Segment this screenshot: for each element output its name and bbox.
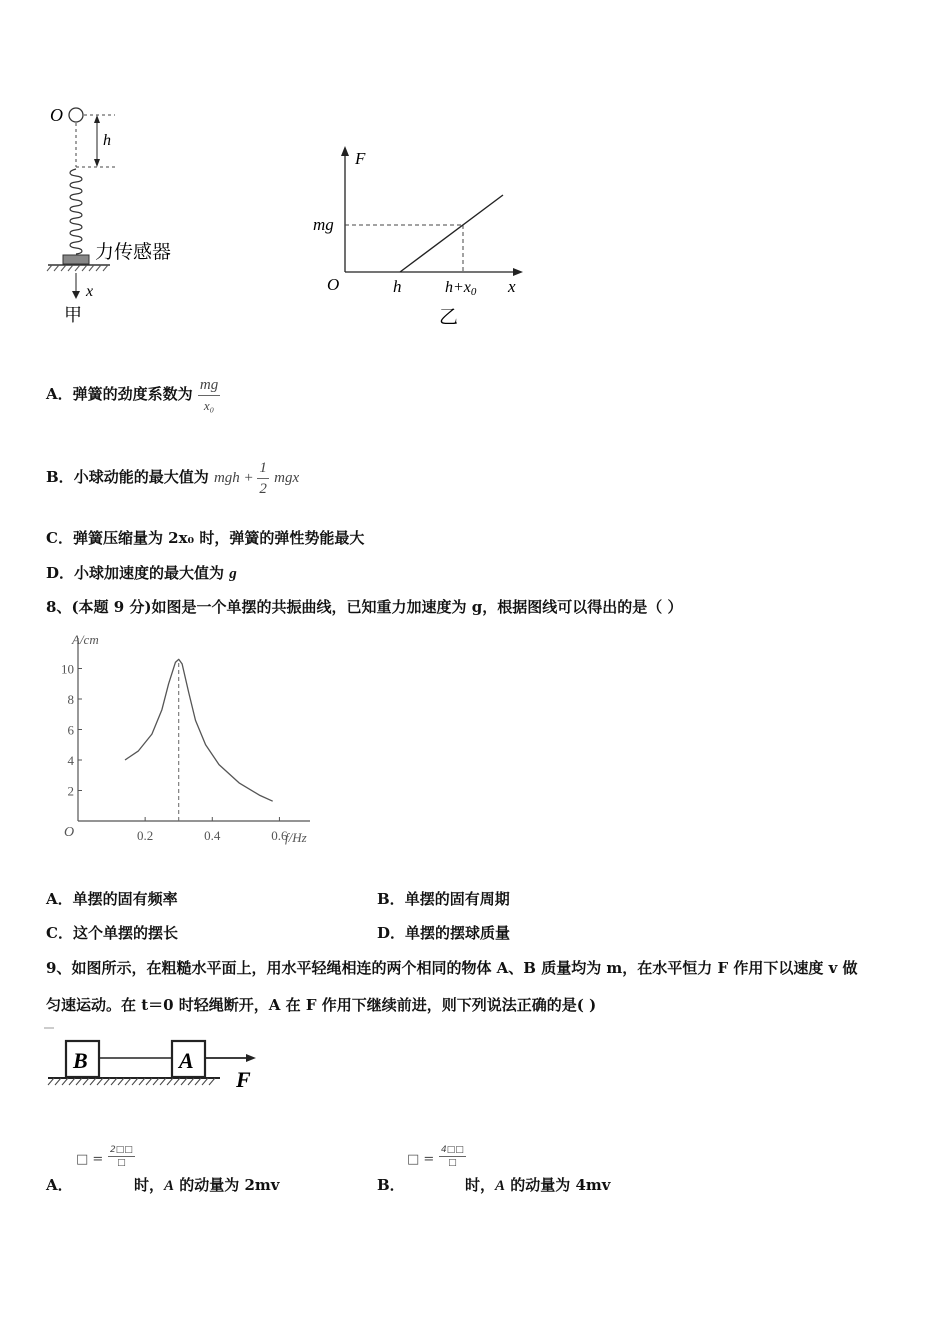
q7-option-b[interactable]: [46, 455, 299, 500]
option-prefix: C．: [46, 529, 73, 547]
force-sensor: [63, 255, 89, 264]
frac-numerator: 2□□: [110, 1145, 133, 1155]
force-label: F: [236, 1067, 251, 1092]
option-text: 弹簧压缩量为 2x₀ 时，弹簧的弹性势能最大: [72, 529, 365, 547]
x-tick-label: 0.6: [271, 828, 288, 843]
label-O: O: [50, 105, 63, 125]
formula-lhs: □ =: [407, 1152, 435, 1167]
label-h: h: [103, 132, 111, 149]
frac-denominator: x₀: [203, 397, 215, 413]
y-tick-label: 10: [61, 661, 74, 677]
x-axis-label: f/Hz: [285, 830, 307, 845]
ground-hatch: [47, 265, 108, 271]
option-text: 单摆的摆球质量: [405, 924, 511, 942]
option-text: 小球加速度的最大值为: [74, 564, 230, 582]
q7-option-d[interactable]: [46, 563, 237, 584]
y-axis-arrow: [341, 146, 349, 156]
label-sensor: 力传感器: [95, 242, 172, 263]
block-B-label: B: [73, 1048, 88, 1073]
frac-numerator: 1: [257, 458, 269, 479]
q9-stem-line2: 匀速运动。在 t＝0 时轻绳断开，A 在 F 作用下继续前进，则下列说法正确的是( ): [46, 996, 597, 1014]
option-text: 这个单摆的摆长: [72, 924, 178, 942]
frac-numerator: 4□□: [441, 1145, 464, 1155]
q7-option-a[interactable]: [46, 372, 220, 416]
question-number: 8、: [46, 598, 72, 616]
y-tick-label: 6: [67, 722, 74, 738]
force-arrow-head: [246, 1054, 256, 1062]
x-tick-label: 0.2: [137, 828, 154, 843]
spring: [70, 169, 82, 254]
q8-option-b[interactable]: [377, 889, 510, 909]
q8-option-d[interactable]: [377, 923, 510, 943]
fraction-mg-over-x0: [198, 375, 220, 416]
label-h-plus-x0: h+x0: [445, 279, 477, 298]
option-prefix: D．: [46, 564, 75, 582]
spring-figure: [40, 95, 240, 335]
q8-stem: [46, 597, 682, 617]
ground-hatch: [48, 1078, 215, 1085]
option-text: 单摆的固有周期: [404, 890, 510, 908]
h-arrow-head-down: [94, 159, 100, 167]
caption-jia: 甲: [64, 305, 82, 325]
blocks-figure: [44, 1025, 274, 1095]
option-prefix: B．: [377, 1176, 405, 1194]
y-tick-label: 4: [67, 753, 74, 768]
option-prefix: A．: [46, 385, 73, 403]
fraction-one-half: [257, 458, 269, 499]
option-prefix: C．: [46, 924, 73, 942]
formula-pre: mgh +: [213, 470, 258, 486]
q9-option-b[interactable]: [377, 1140, 697, 1200]
resonance-chart: [40, 628, 340, 853]
option-text: 单摆的固有频率: [72, 890, 178, 908]
question-text: (本题 9 分)如图是一个单摆的共振曲线，已知重力加速度为 g，根据图线可以得出的是（ ）: [71, 598, 683, 616]
formula-post: mgx: [274, 470, 300, 486]
q9-stem-line1: [46, 958, 858, 978]
force-graph: [305, 140, 545, 335]
option-prefix: B．: [46, 468, 74, 486]
question-number: 9、: [46, 959, 72, 977]
label-x: x: [86, 283, 94, 300]
label-h: h: [393, 277, 402, 296]
option-prefix: B．: [377, 890, 405, 908]
x-axis-arrow: [513, 268, 523, 276]
option-prefix: A．: [46, 890, 73, 908]
formula-fraction: [439, 1144, 466, 1169]
formula-fraction: [108, 1144, 135, 1169]
option-text: 弹簧的劲度系数为: [72, 385, 193, 403]
q9-option-a[interactable]: [46, 1140, 366, 1200]
option-prefix: D．: [377, 924, 406, 942]
chart-frame: [64, 632, 310, 845]
x-arrow-head: [72, 291, 80, 299]
option-text: 时，A 的动量为 2mv: [134, 1176, 280, 1194]
axis-label-F: F: [355, 149, 366, 168]
force-line: [400, 195, 503, 272]
option-text: 小球动能的最大值为: [73, 468, 209, 486]
option-text: 时，A 的动量为 4mv: [465, 1176, 611, 1194]
frac-numerator: mg: [198, 375, 220, 396]
x-tick-label: 0.4: [204, 828, 221, 843]
formula-lhs: □ =: [76, 1152, 104, 1167]
block-A-label: A: [179, 1048, 194, 1073]
y-tick-label: 2: [67, 783, 74, 799]
axis-label-x: x: [508, 277, 516, 296]
origin-label: O: [64, 825, 75, 840]
ball: [69, 108, 83, 122]
caption-yi: 乙: [439, 307, 459, 328]
frac-denominator: 2: [259, 480, 267, 497]
frac-denominator: □: [117, 1158, 126, 1168]
h-arrow-head-up: [94, 115, 100, 123]
y-axis-label: A/cm: [72, 632, 99, 647]
option-var: g: [229, 566, 237, 582]
q8-option-a[interactable]: [46, 889, 178, 909]
y-tick-label: 8: [67, 692, 74, 707]
q7-option-c[interactable]: [46, 528, 364, 548]
option-prefix: A．: [46, 1176, 73, 1194]
q8-option-c[interactable]: [46, 923, 178, 943]
question-text: 如图所示，在粗糙水平面上，用水平轻绳相连的两个相同的物体 A、B 质量均为 m，在水平恒力 F 作用下以速度 v 做: [71, 959, 858, 977]
frac-denominator: □: [448, 1158, 457, 1168]
label-O: O: [327, 275, 340, 294]
label-mg: mg: [313, 215, 334, 234]
resonance-curve: [125, 659, 273, 801]
